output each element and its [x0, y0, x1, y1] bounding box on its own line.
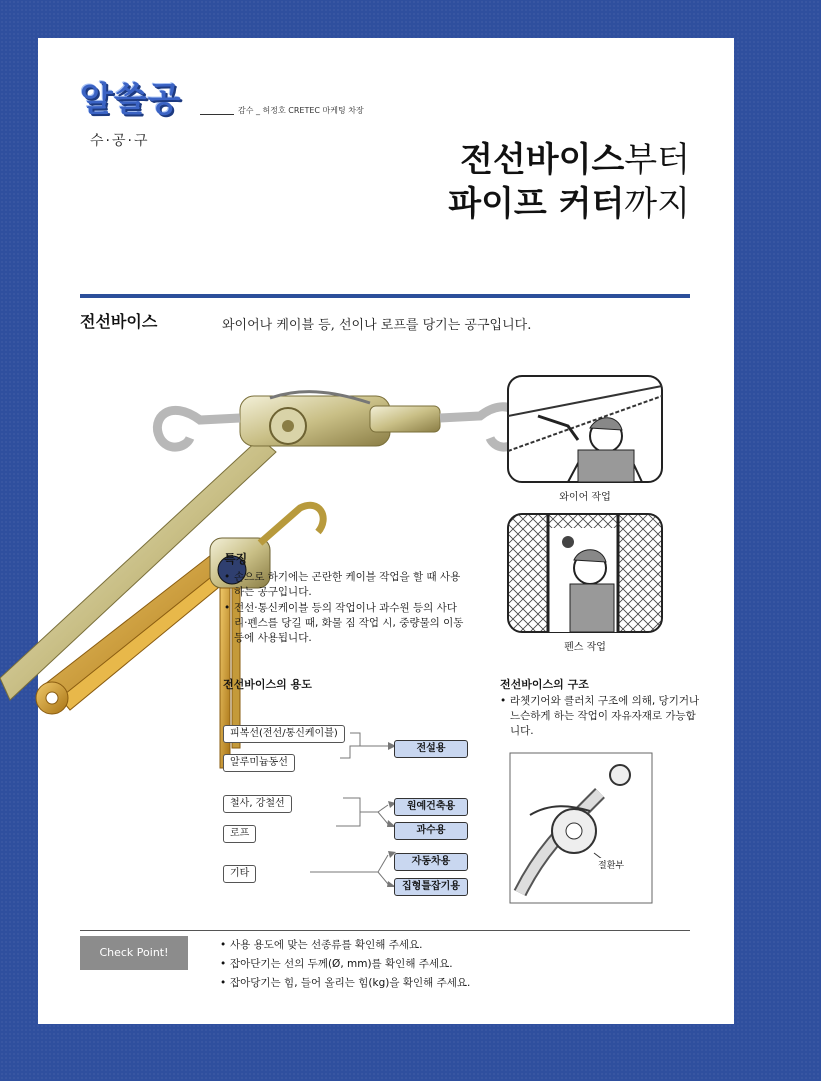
checkpoint-rule [80, 930, 690, 931]
checkpoint-list [220, 936, 470, 993]
section-description: 와이어나 케이블 등, 선이나 로프를 당기는 공구입니다. [222, 318, 532, 333]
use-input-covered-wire: 피복선(전선/통신케이블) [223, 725, 345, 743]
use-input-steel-wire: 철사, 강철선 [223, 795, 292, 813]
use-output-automotive: 자동차용 [394, 853, 468, 871]
feature-item: • 손으로 하기에는 곤란한 케이블 작업을 할 때 사용하는 공구입니다. [224, 570, 464, 600]
uses-title: 전선바이스의 용도 [223, 678, 312, 691]
use-input-aluminum-wire: 알루미늄동선 [223, 754, 295, 772]
structure-title: 전선바이스의 구조 [500, 678, 589, 691]
feature-item: • 전선·통신케이블 등의 작업이나 과수원 등의 사다리·펜스를 당길 때, 화물 짐 작업 시, 중량물의 이동 등에 사용됩니다. [224, 601, 464, 646]
checkpoint-item: • 잡아당기는 힘, 들어 올리는 힘(kg)을 확인해 주세요. [220, 974, 470, 993]
use-output-gardening: 원예건축용 [394, 798, 468, 816]
structure-description [500, 694, 700, 739]
headline-line1-bold: 전선바이스 [460, 140, 625, 180]
use-output-electrical: 전설용 [394, 740, 468, 758]
checkpoint-item: • 사용 용도에 맞는 선종류를 확인해 주세요. [220, 936, 470, 955]
section-title: 전선바이스 [80, 312, 158, 331]
magazine-page [38, 38, 734, 1024]
headline-line2-light: 까지 [624, 184, 690, 224]
page-headline [448, 138, 690, 226]
checkpoint-item: • 잡아단기는 선의 두께(Ø, mm)를 확인해 주세요. [220, 955, 470, 974]
wire-work-illustration [508, 376, 662, 482]
structure-item: • 라쳇기어와 클러치 구조에 의해, 당기거나 느슨하게 하는 작업이 자유자재로 가능합니다. [500, 694, 700, 739]
section-rule [80, 294, 690, 298]
structure-diagram [510, 753, 652, 903]
features-list [224, 570, 464, 647]
logo-subtitle: 수·공·구 [90, 133, 150, 149]
use-output-formwork: 집형틀잡기용 [394, 878, 468, 896]
headline-line1-light: 부터 [624, 140, 690, 180]
features-title: 특징 [224, 552, 248, 566]
switch-part-label: 절환부 [596, 858, 626, 871]
fence-work-illustration [508, 514, 662, 632]
use-input-rope: 로프 [223, 825, 256, 843]
logo: 알쓸공 [80, 80, 182, 120]
use-output-orchard: 과수용 [394, 822, 468, 840]
headline-line2-bold: 파이프 커터 [448, 184, 625, 224]
use-input-other: 기타 [223, 865, 256, 883]
check-point-button: Check Point! [80, 936, 188, 970]
divider [200, 114, 234, 115]
wire-work-caption: 와이어 작업 [559, 492, 611, 503]
fence-work-caption: 펜스 작업 [564, 642, 606, 653]
credit-text: 감수 _ 허정호 CRETEC 마케팅 차장 [238, 106, 364, 115]
